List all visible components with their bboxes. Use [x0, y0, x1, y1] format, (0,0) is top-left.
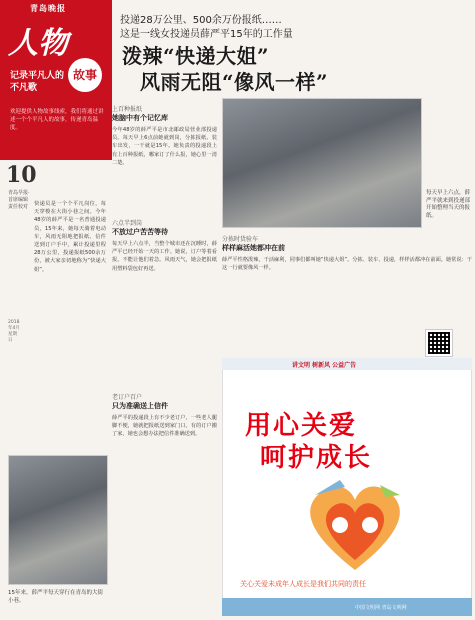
section-b-subheading: 不放过户苦苦等待	[112, 228, 168, 236]
section-d-body: 薛严平性格泼辣，干活麻利，同事们都叫她“快递大姐”。分拣、装车、投递，样样活都冲在前面。她常说：干这一行就要像风一样。	[222, 257, 472, 272]
editor-line: 青岛早报·首席编辑 责任校对	[8, 190, 30, 210]
main-photo-caption: 每天早上六点，薛严平就来到投递部开始整理当天的报纸。	[426, 190, 471, 219]
main-title-line-1: 泼辣“快递大姐”	[122, 44, 270, 68]
story-badge: 故事	[68, 58, 102, 92]
main-title-line-2: 风雨无阻“像风一样”	[140, 70, 329, 94]
column-title: 记录平凡人的不凡歌	[10, 71, 65, 93]
section-b-body: 每天早上六点半，当整个城市还在沉睡时，薛严平已经开始一天的工作。她说，订户等着看报，不能让他们着急。风雨天气，她会把报纸用塑料袋包好再送。	[112, 241, 217, 272]
heart-family-icon	[300, 475, 410, 575]
newspaper-name: 青岛晚报	[30, 4, 66, 13]
section-c-body: 薛严平的投递段上有不少老订户，一些老人腿脚不便，她就把报纸送到家门口。有的订户搬了家，她也会想办法把信件准确送到。	[112, 415, 217, 438]
section-a-heading: 上百种报纸	[112, 106, 143, 113]
deck-line-2: 这是一线女投递员薛严平15年的工作量	[120, 29, 293, 40]
ad-title-line-2: 呵护成长	[260, 443, 373, 473]
section-c	[112, 392, 217, 620]
ad-footer-text: 中国文明网 青岛文明网	[355, 605, 407, 611]
page-number: 10	[6, 162, 37, 188]
section-d-heading: 分拣时货验车	[222, 236, 259, 243]
section-c-subheading: 只为准确送上信件	[112, 402, 168, 410]
ad-header-text: 讲文明 树新风 公益广告	[292, 362, 357, 369]
section-b-heading: 六点半到岗	[112, 220, 143, 227]
section-d-subheading: 样样麻活她都冲在前	[222, 244, 285, 252]
courier-sorting-photo	[222, 98, 422, 228]
courier-street-photo	[8, 455, 108, 585]
section-c-heading: 老订户百户	[112, 394, 143, 401]
section-a-body: 今年48岁的薛严平是市北邮政局营业部投递员。每天早上6点前她就到岗，分拣报纸、装车出发，一干就是15年。她负责的投递段上有上百种报纸，哪家订了什么报，她心里一清二楚。	[112, 127, 217, 166]
ad-title-line-1: 用心关爱	[245, 411, 358, 441]
ad-slogan: 关心关爱未成年人成长是我们共同的责任	[240, 580, 366, 588]
column-masthead	[0, 0, 112, 160]
headline-deck	[120, 14, 470, 42]
section-a	[112, 104, 217, 226]
lead-text: 快递员是一个个平凡岗位，每天穿梭在大街小巷之间。今年48岁的薛严平是一名普通投递员，15年来，她每天骑着电动车，风雨无阻地把报纸、信件送到订户手中，累计投递里程28万公里，投递报纸500余万份，被大家亲切地称为“快递大姐”。	[34, 201, 106, 273]
section-a-subheading: 她脑中有个记忆库	[112, 114, 168, 122]
deck-line-1: 投递28万公里、500余万份报纸……	[120, 15, 282, 26]
qr-code-icon	[426, 330, 452, 356]
lead-paragraph	[34, 200, 106, 440]
column-intro: 欢迎提供人物故事线索，我们将通过讲述一个个平凡人的故事，传递青岛温度。	[10, 109, 104, 131]
ad-header-bar	[222, 358, 472, 370]
bottom-photo-caption: 15年来，薛严平每天穿行在青岛的大街小巷。	[8, 590, 103, 604]
edition-note: 2018年4月 星期日	[8, 320, 20, 343]
ad-footer-bar	[222, 598, 472, 616]
column-logo: 人物	[8, 26, 68, 61]
section-b	[112, 218, 217, 390]
